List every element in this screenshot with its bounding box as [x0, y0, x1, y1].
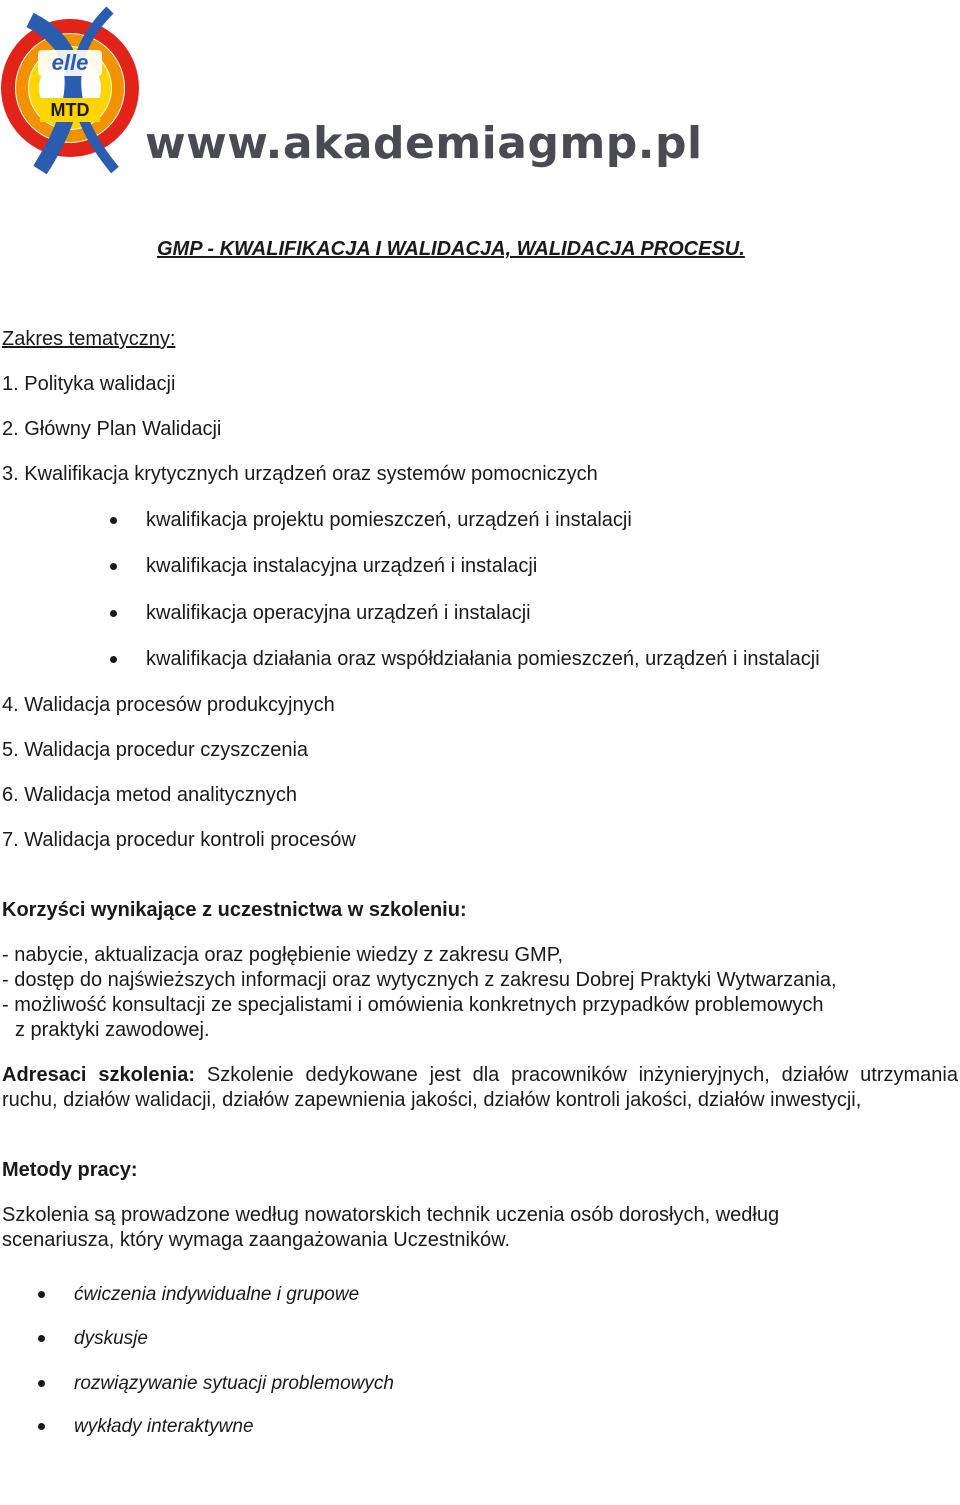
benefits-line: - nabycie, aktualizacja oraz pogłębienie wiedzy z zakresu GMP, [2, 944, 564, 966]
methods-item: ćwiczenia indywidualne i grupowe [74, 1284, 360, 1305]
methods-item: wykłady interaktywne [74, 1416, 254, 1437]
website-url: www.akademiagmp.pl [145, 118, 703, 169]
scope-item: 2. Główny Plan Walidacji [2, 418, 222, 440]
bullet-icon [38, 1335, 45, 1342]
document-title: GMP - KWALIFIKACJA I WALIDACJA, WALIDACJA PROCESU. [157, 238, 745, 260]
benefits-line: - możliwość konsultacji ze specjalistami i omówienia konkretnych przypadków problemowych [2, 994, 824, 1016]
scope-subitem: kwalifikacja działania oraz współdziałania pomieszczeń, urządzeń i instalacji [146, 648, 820, 670]
benefits-line: z praktyki zawodowej. [15, 1019, 210, 1041]
benefits-line: - dostęp do najświeższych informacji oraz wytycznych z zakresu Dobrej Praktyki Wytwarzania, [2, 969, 837, 991]
svg-text:elle: elle [51, 50, 89, 75]
header-logo [0, 0, 703, 180]
scope-item: 4. Walidacja procesów produkcyjnych [2, 694, 335, 716]
audience-paragraph [2, 1063, 958, 1113]
methods-line: Szkolenia są prowadzone według nowatorskich technik uczenia osób dorosłych, według [2, 1204, 780, 1226]
bullet-icon [110, 656, 117, 663]
bullet-icon [110, 517, 117, 524]
methods-item: dyskusje [74, 1328, 148, 1349]
scope-subitem: kwalifikacja instalacyjna urządzeń i instalacji [146, 555, 538, 577]
scope-heading: Zakres tematyczny: [2, 328, 176, 350]
scope-subitem: kwalifikacja projektu pomieszczeń, urządzeń i instalacji [146, 509, 632, 531]
scope-item: 7. Walidacja procedur kontroli procesów [2, 829, 356, 851]
scope-item: 3. Kwalifikacja krytycznych urządzeń oraz systemów pomocniczych [2, 463, 598, 485]
bullet-icon [38, 1380, 45, 1387]
bullet-icon [110, 563, 117, 570]
methods-heading: Metody pracy: [2, 1159, 138, 1181]
bullet-icon [38, 1291, 45, 1298]
methods-line: scenariusza, który wymaga zaangażowania Uczestników. [2, 1229, 511, 1251]
audience-text: Szkolenie dedykowane jest dla pracowników inżynieryjnych, działów utrzymania ruchu, działów walidacji, działów zapewnienia jakości, działów kontroli jakości, działów inwestycji, [2, 1064, 958, 1111]
svg-text:MTD: MTD [50, 100, 90, 120]
scope-item: 5. Walidacja procedur czyszczenia [2, 739, 309, 761]
methods-item: rozwiązywanie sytuacji problemowych [74, 1373, 394, 1394]
bullet-icon [38, 1423, 45, 1430]
benefits-heading: Korzyści wynikające z uczestnictwa w szkoleniu: [2, 899, 467, 921]
bullet-icon [110, 610, 117, 617]
scope-subitem: kwalifikacja operacyjna urządzeń i instalacji [146, 602, 531, 624]
scope-item: 1. Polityka walidacji [2, 373, 176, 395]
akademia-gmp-logo-icon [0, 0, 140, 180]
audience-label: Adresaci szkolenia: [2, 1064, 196, 1086]
scope-item: 6. Walidacja metod analitycznych [2, 784, 297, 806]
